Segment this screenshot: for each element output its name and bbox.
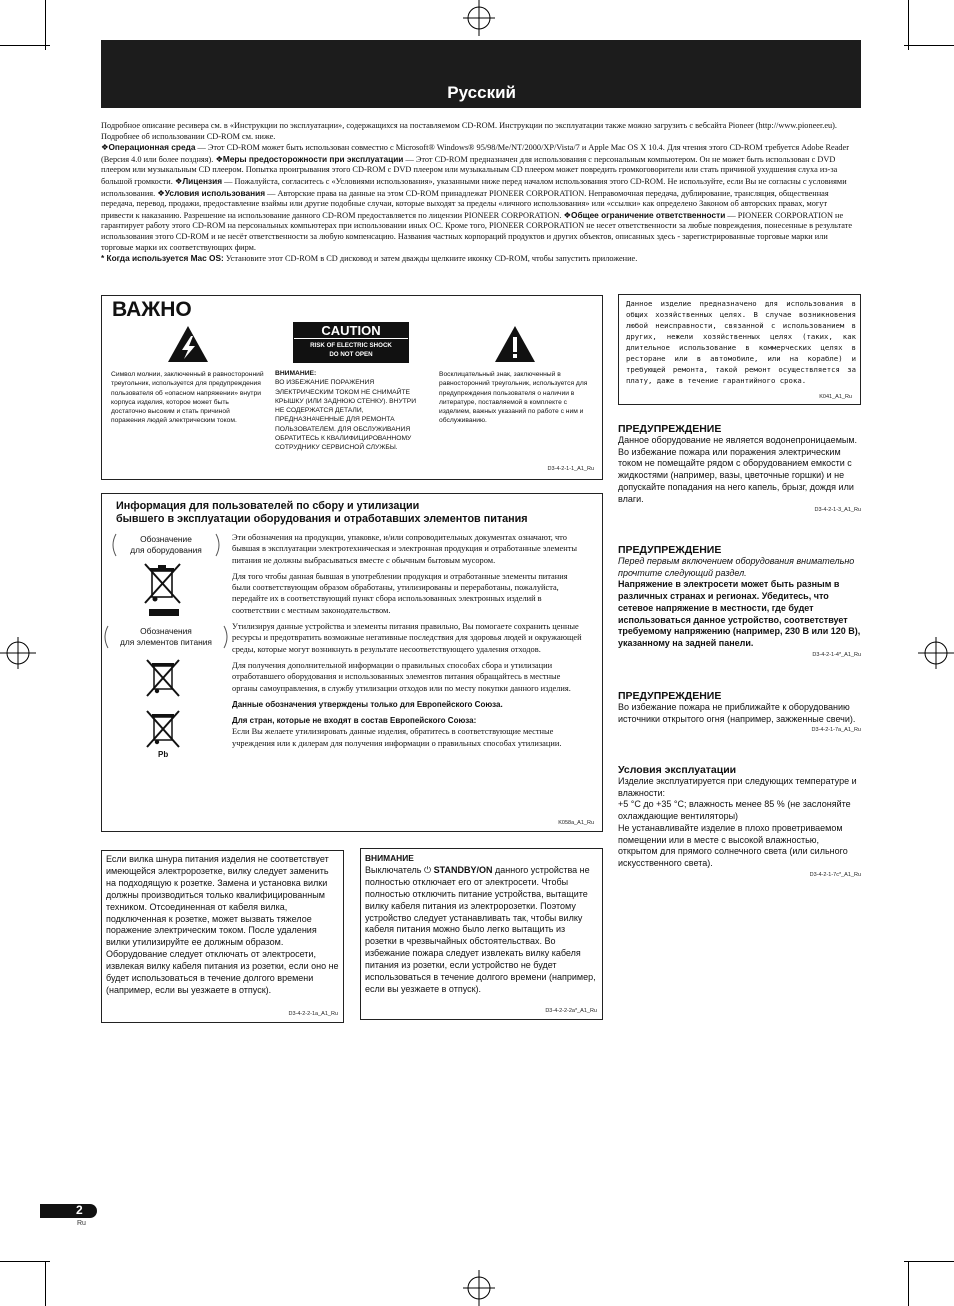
terms-text: — Авторские права на данные на этом CD-ROM принадлежат PIONEER CORPORATION. Неправомочная передача, дублирование, трансляция, общественная передача, перевод, продажи, предоставление взаймы или другие подобные случаи, которые выходят за пределы «личного использования» или «ссылки» как определено Законом об авторских правах, могут привести к наказанию. Разрешение на использование данного CD-ROM предоставляется по лицензии PIONEER CORPORATION. bbox=[101, 188, 829, 220]
disposal-box bbox=[101, 493, 603, 832]
crossed-bin-icon bbox=[142, 561, 184, 621]
caution-heading: ВНИМАНИЕ: bbox=[275, 370, 317, 377]
registration-mark-bottom bbox=[459, 1270, 499, 1306]
standby-text: данного устройства не полностью отключает его от электросети. Чтобы полностью отключить питание устройства, вытащите вилку кабеля питания из электророзетки. Поэтому устройство следует устанавливать так, чтобы вилку кабеля питания можно было легко вытащить из розетки в чрезвычайных обстоятельствах. Во избежание пожара следует извлекать вилку кабеля питания из розетки, если устройство не будет использоваться в течение долгого времени (например, если вы уезжаете в отпуск). bbox=[365, 864, 596, 994]
battery-symbol-label-2: для элементов питания bbox=[120, 637, 212, 647]
eu-note: Данные обозначения утверждены только для Европейского Союза. bbox=[232, 699, 503, 709]
crop-mark bbox=[45, 1262, 46, 1306]
standby-pre: Выключатель bbox=[365, 864, 422, 875]
warning-text: Во избежание пожара не приближайте к оборудованию источники открытого огня (например, зажженные свечи). bbox=[618, 702, 856, 724]
conditions-placement: Не устанавливайте изделие в плохо проветриваемом помещении или в месте с высокой влажностью, открытом для прямого солнечного света (или сильного искусственного света). bbox=[618, 822, 848, 868]
non-eu-text: Если Вы желаете утилизировать данные изделия, обратитесь в соответствующие местные учреждения или к дилерам для получения информации о правильных способах утилизации. bbox=[232, 727, 562, 748]
diamond-icon: ❖ bbox=[215, 154, 223, 164]
important-box bbox=[101, 295, 603, 480]
doc-code: K058a_A1_Ru bbox=[558, 820, 594, 826]
caution-sub2: DO NOT OPEN bbox=[329, 351, 373, 358]
doc-code: D3-4-2-1-4*_A1_Ru bbox=[812, 651, 861, 658]
diamond-icon: ❖ bbox=[563, 210, 571, 220]
standby-heading: ВНИМАНИЕ bbox=[365, 853, 414, 863]
standby-box bbox=[360, 848, 603, 1020]
lightning-description: Символ молнии, заключенный в равносторонний треугольник, используется для предупреждения пользователя об «опасном напряжении» внутри корпуса изделия, которое может быть достаточно высоким и стать причиной поражения людей электрическим током. bbox=[111, 371, 264, 425]
warning-heading: ПРЕДУПРЕЖДЕНИЕ bbox=[618, 423, 722, 435]
warning-text: Данное оборудование не является водонепроницаемым. Во избежание пожара или поражения электрическим током не помещайте рядом с оборудованием емкости с жидкостями (например, вазы, цветочные горшки) и не допускайте попадания на него капель, брызг, дождя или влаги. bbox=[618, 435, 858, 504]
doc-code: D3-4-2-1-7c*_A1_Ru bbox=[809, 871, 861, 878]
registration-mark-right bbox=[918, 633, 954, 673]
disposal-paragraph: Утилизируя данные устройства и элементы питания правильно, Вы помогаете сохранить ценные ресурсы и предотвратить возможные негативные последствия для здоровья людей и окружающей среды, которые могут возникнуть в результате несоответствующего удаления отходов. bbox=[232, 622, 582, 654]
conditions-range: +5 °C до +35 °C; влажность менее 85 % (не заслоняйте охлаждающие вентиляторы) bbox=[618, 799, 851, 822]
non-eu-heading: Для стран, которые не входят в состав Европейского Союза: bbox=[232, 716, 477, 726]
precautions-label: Меры предосторожности при эксплуатации bbox=[222, 153, 404, 164]
crossed-bin-icon bbox=[144, 657, 182, 699]
conditions-heading: Условия эксплуатации bbox=[618, 764, 737, 776]
bracket-icon bbox=[102, 622, 230, 652]
mac-text: Установите этот CD-ROM в CD дисковод и затем дважды щелкните иконку CD-ROM, чтобы запустить приложение. bbox=[225, 254, 638, 264]
disposal-paragraph: Эти обозначения на продукции, упаковке, и/или сопроводительных документах означают, что бывшая в эксплуатации электротехническая и электронная продукция и отработанные элементы питания не должны выбрасываться вместе с обычным бытовым мусором. bbox=[232, 533, 577, 565]
precautions-text: — Этот CD-ROM предназначен для использования с персональным компьютером. Он не может быть использован с DVD плеером или музыкальным CD плеером. Попытка проигрывания этого CD-ROM с DVD плеером или музыкальным CD плеером может повредить громкоговорители или стать причиной ухудшения слуха из-за большой громкости. bbox=[101, 154, 838, 186]
disposal-title-1: Информация для пользователей по сбору и утилизации bbox=[116, 500, 420, 512]
license-text: — Пожалуйста, согласитесь с «Условиями использования», указанными ниже перед началом использования этого CD-ROM. Не используйте, если Вы не согласны с условиями использования. bbox=[101, 176, 847, 198]
doc-code: D3-4-2-1-3_A1_Ru bbox=[814, 507, 861, 514]
voltage-warning-text: Напряжение в электросети может быть разным в различных странах и регионах. Убедитесь, что сетевое напряжение в местности, где будет использоваться данное устройство, соответствует требуемому напряжению (например, 230 В или 120 В), указанному на задней панели. bbox=[618, 579, 861, 648]
disposal-title-2: бывшего в эксплуатации оборудования и отработавших элементов питания bbox=[116, 513, 528, 525]
caution-title: CAUTION bbox=[294, 323, 408, 338]
caution-sub1: RISK OF ELECTRIC SHOCK bbox=[310, 342, 392, 349]
language-header bbox=[101, 40, 861, 108]
doc-code: D3-4-2-1-7a_A1_Ru bbox=[811, 727, 861, 734]
env-text: — Этот CD-ROM может быть использован совместно с Microsoft® Windows® 95/98/Me/NT/2000/XP/Vista/7 и Apple Mac OS X 10.4. Для чтения этого CD-ROM требуется Adobe Reader (Версия 4.0 или более поздняя). bbox=[101, 143, 849, 164]
registration-mark-left bbox=[0, 633, 36, 673]
household-box bbox=[618, 294, 861, 405]
important-title: ВАЖНО bbox=[112, 298, 192, 321]
doc-code: K041_A1_Ru bbox=[819, 394, 852, 400]
exclamation-warning-icon bbox=[494, 325, 536, 363]
warning-italic-text: Перед первым включением оборудования внимательно прочтите следующий раздел. bbox=[618, 556, 855, 578]
plug-text: Если вилка шнура питания изделия не соответствует имеющейся электророзетке, вилку следует заменить на подходящую к розетке. Замена и установка вилки должны производиться только квалифицированным техником. Отсоединенная от кабеля вилка, подключенная к розетке, может вызвать тяжелое поражение электрическим током. После удаления вилки утилизируйте ее должным образом. Оборудование следует отключать от электросети, извлекая вилку кабеля питания из розетки, если оно не будет использоваться в течение долгого времени (например, если вы уезжаете в отпуск). bbox=[106, 854, 339, 995]
crop-mark bbox=[0, 1261, 50, 1262]
doc-code: D3-4-2-2-2a*_A1_Ru bbox=[545, 1008, 597, 1014]
intro-paragraph: Подробное описание ресивера см. в «Инструкции по эксплуатации», содержащихся на поставляемом CD-ROM. Инструкции по эксплуатации также можно загрузить с вебсайта Pioneer (http://www.pioneer.eu). Подробнее об использовании CD-ROM см. ниже. bbox=[101, 121, 837, 141]
mac-label: * Когда используется Mac OS: bbox=[101, 253, 224, 264]
page-number-tab bbox=[40, 1204, 97, 1218]
crop-mark bbox=[904, 45, 954, 46]
crop-mark bbox=[908, 1262, 909, 1306]
crop-mark bbox=[908, 0, 909, 50]
crop-mark bbox=[45, 0, 46, 50]
disposal-paragraph: Для получения дополнительной информации о правильных способах сбора и утилизации отработавшего оборудования и использованных элементов питания обращайтесь в местные органы самоуправления, в службу утилизации отходов или по месту покупки данного изделия. bbox=[232, 660, 571, 693]
pb-label: Pb bbox=[158, 750, 169, 759]
equipment-symbol-label: Обозначение bbox=[140, 534, 192, 544]
warning-heading: ПРЕДУПРЕЖДЕНИЕ bbox=[618, 690, 722, 702]
bracket-icon bbox=[102, 530, 230, 560]
standby-switch-name: STANDBY/ON bbox=[433, 864, 493, 875]
page-language-code: Ru bbox=[77, 1220, 86, 1227]
equipment-symbol-label-2: для оборудования bbox=[130, 545, 202, 555]
env-label: Операционная среда bbox=[108, 142, 196, 153]
license-label: Лицензия bbox=[182, 175, 223, 186]
crop-mark bbox=[904, 1261, 954, 1262]
caution-label bbox=[293, 322, 409, 363]
household-text: Данное изделие предназначено для использования в общих хозяйственных целях. В случае возникновения любой неисправности, связанной с использованием в других, нежели хозяйственных целях (таких, как длительное использование в коммерческих целях в ресторане или в автомобиле, или на корабле) и требующей ремонта, такой ремонт осуществляется за плату, даже в течение гарантийного срока. bbox=[626, 299, 856, 385]
crop-mark bbox=[0, 45, 50, 46]
registration-mark-top bbox=[459, 0, 499, 36]
doc-code: D3-4-2-1-1_A1_Ru bbox=[547, 466, 594, 472]
disposal-paragraph: Для того чтобы данная бывшая в употреблении продукция и отработанные элементы питания были соответствующим образом обработаны, утилизированы и переработаны, пожалуйста, передайте их в соответствующий пункт сбора использованных электронных изделий в соответствии с местным законодательством. bbox=[232, 571, 568, 615]
plug-box bbox=[101, 850, 344, 1023]
disclaimer-label: Общее ограничение ответственности bbox=[570, 209, 726, 220]
terms-label: Условия использования bbox=[164, 187, 266, 198]
battery-symbol-label: Обозначения bbox=[140, 626, 192, 636]
page-number: 2 bbox=[76, 1203, 83, 1217]
doc-code: D3-4-2-2-1a_A1_Ru bbox=[288, 1011, 338, 1017]
lightning-warning-icon bbox=[167, 325, 209, 363]
power-icon: ⏻ bbox=[424, 864, 432, 875]
language-title: Русский bbox=[447, 83, 516, 102]
disclaimer-text: — PIONEER CORPORATION не гарантирует работу этого CD-ROM на персональных компьютерах при использовании иных ОС. Кроме того, PIONEER CORPORATION не несет ответственности за любые повреждения, понесенные в результате использования этого CD-ROM и не несёт ответственности за любую компенсацию. Названия частных корпораций продуктов и других объектов, описанных здесь - зарегистрированные торговые марки или торговые марки их соответствующих фирм. bbox=[101, 210, 853, 252]
warning-heading: ПРЕДУПРЕЖДЕНИЕ bbox=[618, 544, 722, 556]
diamond-icon: ❖ bbox=[174, 176, 183, 186]
diamond-icon: ❖ bbox=[157, 188, 165, 198]
diamond-icon: ❖ bbox=[101, 143, 109, 153]
exclamation-description: Восклицательный знак, заключенный в равносторонний треугольник, используется для предупреждения пользователя о наличии в литературе, поставляемой в комплекте с изделием, важных указаний по работе с ним и обслуживанию. bbox=[439, 371, 588, 425]
intro-text bbox=[101, 121, 861, 265]
crossed-bin-icon bbox=[144, 708, 182, 752]
conditions-text: Изделие эксплуатируется при следующих температуре и влажности: bbox=[618, 776, 857, 798]
caution-description: ВО ИЗБЕЖАНИЕ ПОРАЖЕНИЯ ЭЛЕКТРИЧЕСКИМ ТОКОМ НЕ СНИМАЙТЕ КРЫШКУ (ИЛИ ЗАДНЮЮ СТЕНКУ). ВНУТРИ НЕ СОДЕРЖАТСЯ ДЕТАЛИ, ПРЕДНАЗНАЧЕННЫЕ ДЛЯ РЕМОНТА ПОЛЬЗОВАТЕЛЕМ. ДЛЯ ОБСЛУЖИВАНИЯ ОБРАТИТЕСЬ К КВАЛИФИЦИРОВАННОМУ СОТРУДНИКУ СЕРВИСНОЙ СЛУЖБЫ. bbox=[275, 379, 417, 452]
